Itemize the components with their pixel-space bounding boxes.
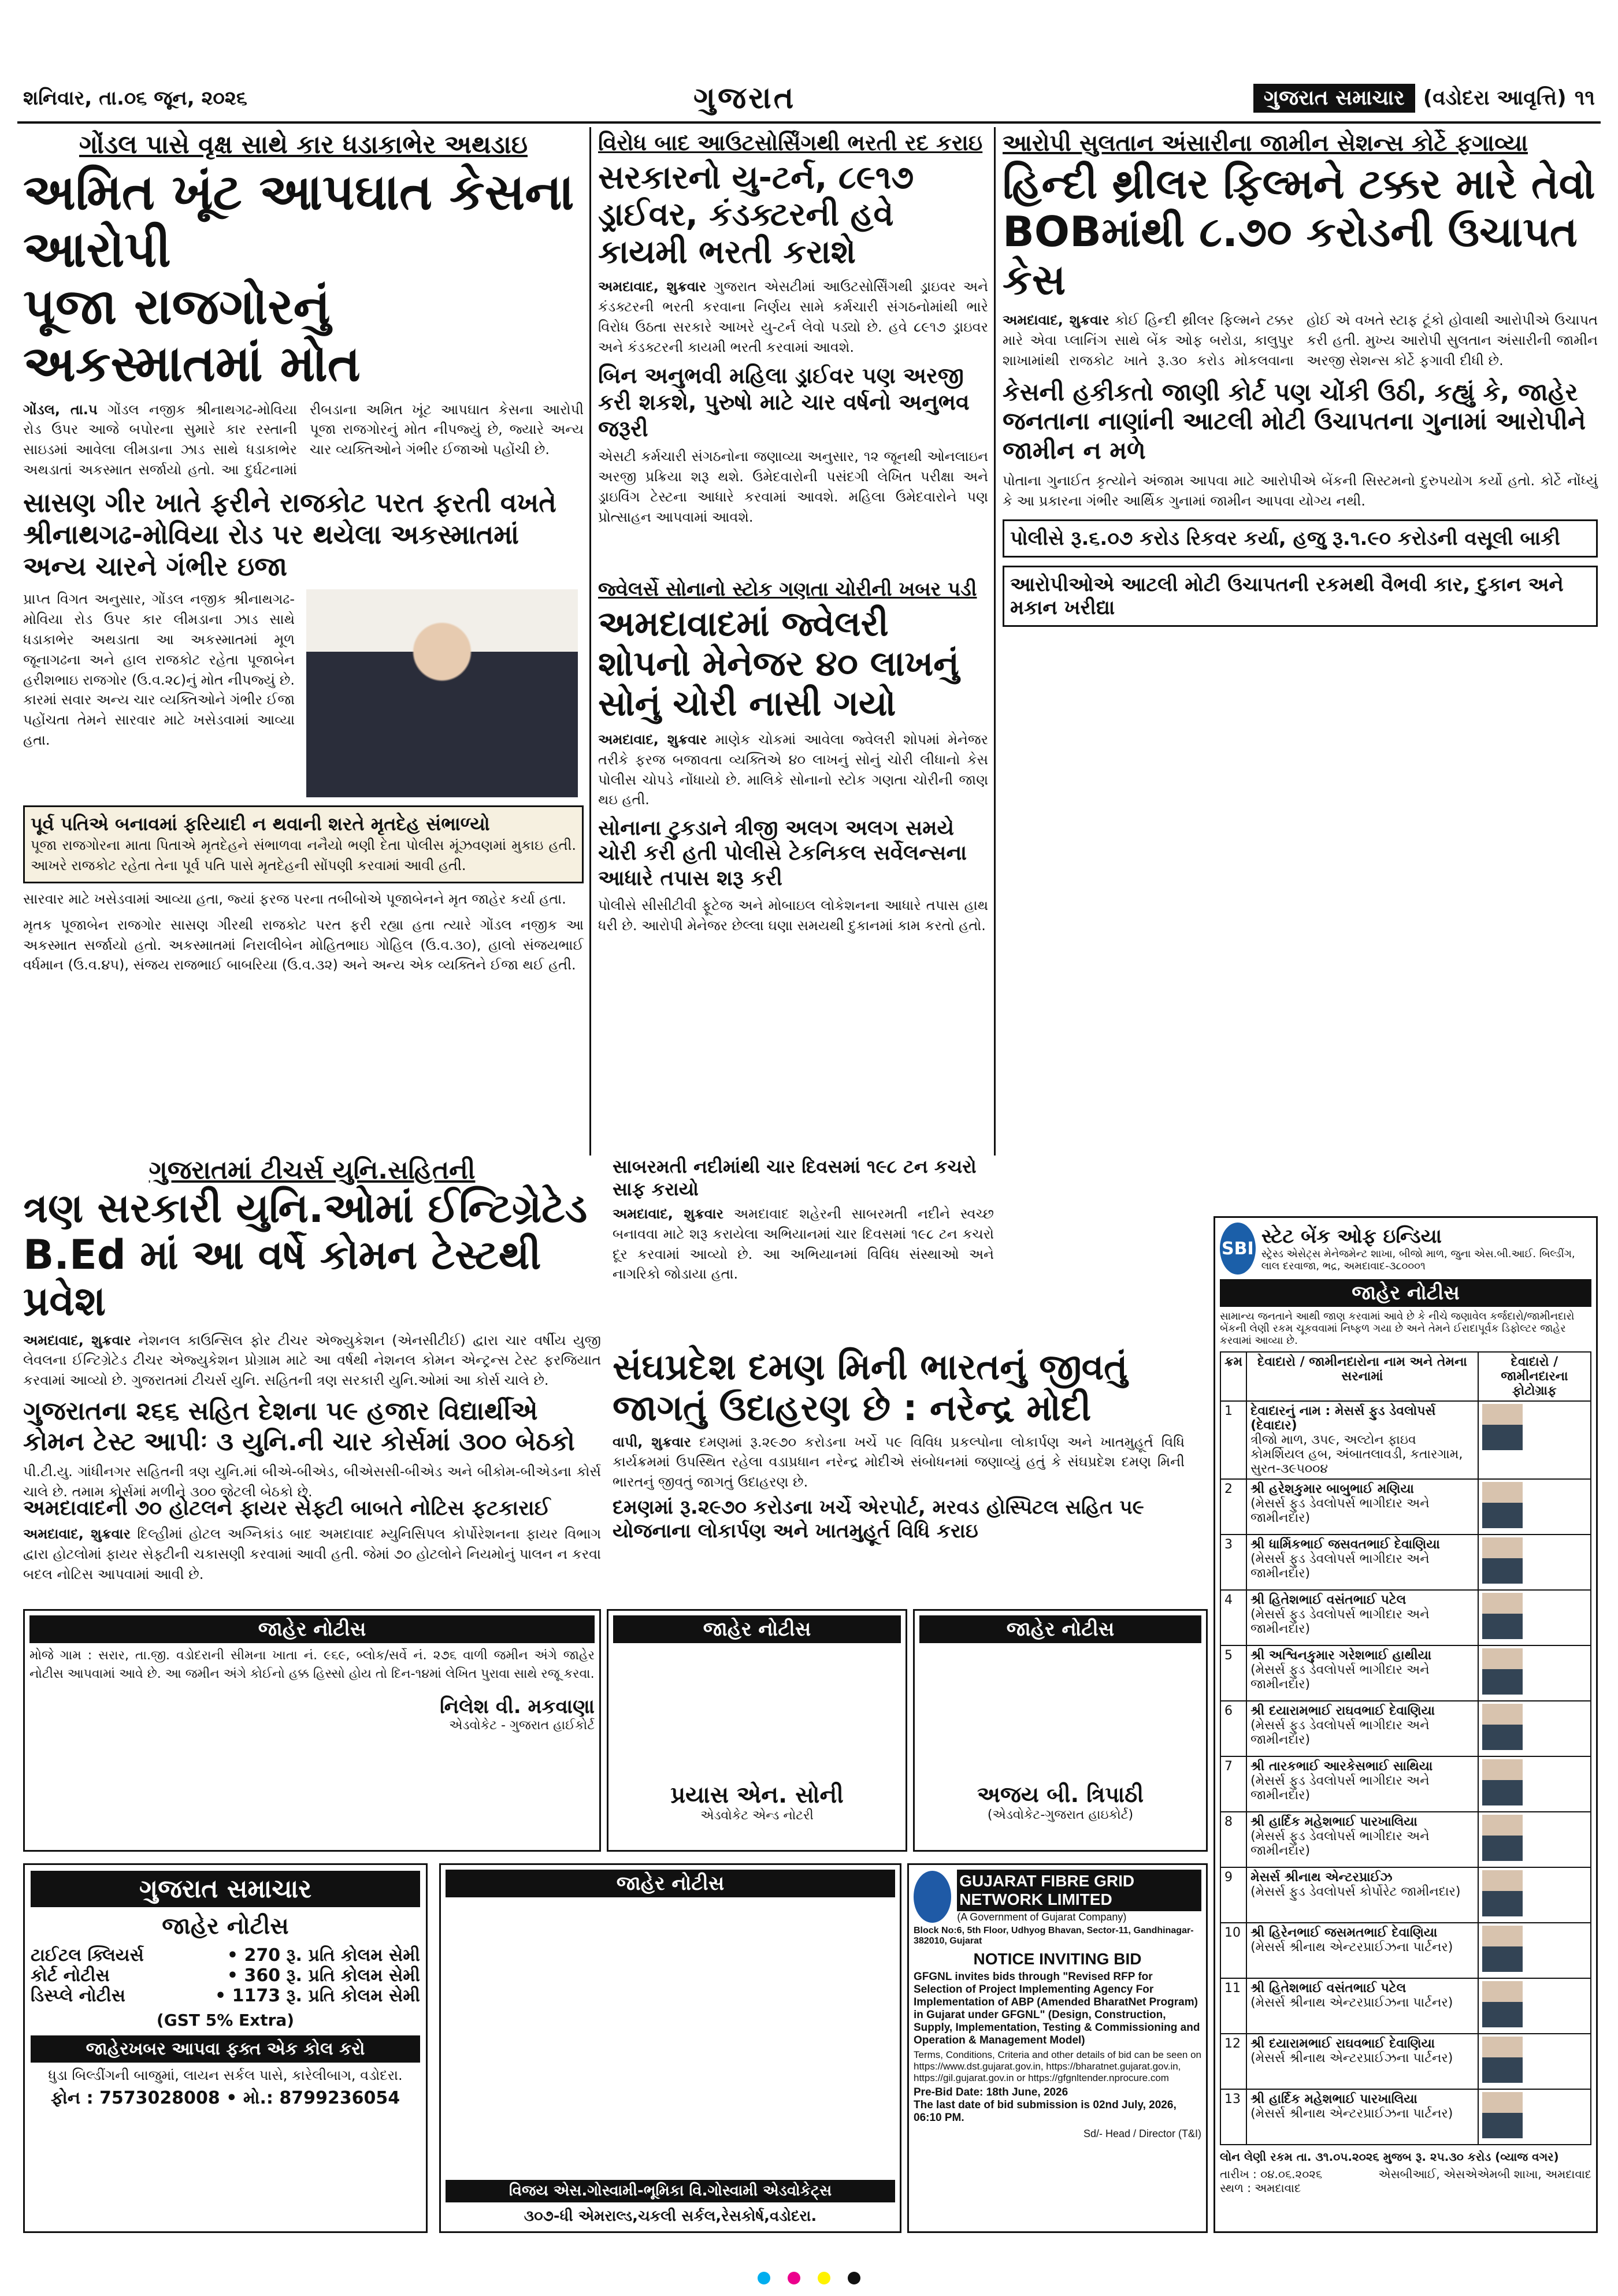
person-photo <box>1482 1404 1523 1450</box>
ad-title: જાહેર નોટીસ <box>919 1615 1201 1643</box>
story-headline: પૂજા રાજગોરનું અકસ્માતમાં મોત <box>23 277 361 393</box>
row-photo <box>1478 1535 1591 1590</box>
story-pooja-accident <box>23 130 584 1141</box>
rate-title: જાહેર નોટીસ <box>162 1913 289 1940</box>
story-fire-safety <box>23 1496 601 1600</box>
row-name: શ્રી હિતેશભાઈ વસંતભાઈ પટેલ <box>1250 1593 1407 1607</box>
person-photo <box>1482 1704 1523 1750</box>
column-header: દેવાદારો / જામીનદારના ફોટોગ્રાફ <box>1478 1352 1591 1401</box>
person-photo <box>1482 1926 1523 1972</box>
sbi-place: સ્થળ : અમદાવાદ <box>1220 2181 1301 2195</box>
row-detail <box>1246 1756 1478 1812</box>
story-headline: જાગતું ઉદાહરણ છે : નરેન્દ્ર મોદી <box>613 1387 1092 1429</box>
header-rule <box>17 121 1601 124</box>
person-photo <box>1482 1870 1523 1916</box>
story-bed-entrance <box>23 1156 601 1500</box>
table-row <box>1220 1401 1591 1479</box>
row-photo <box>1478 1645 1591 1701</box>
story-subhead: કેસની હકીકતો જાણી કોર્ટ પણ ચોંકી ઉઠી, કહ્યું કે, જાહેર જનતાના નાણાંની આટલી મોટી ઉચાપતના ગુનામાં આરોપીને જામીન ન મળે <box>1003 377 1586 465</box>
gfgnl-prebid: Pre-Bid Date: 18th June, 2026 <box>914 2086 1068 2098</box>
photo-pooja <box>306 589 578 797</box>
story-headline: ત્રણ સરકારી યુનિ.ઓમાં ઈન્ટિગ્રેટેડ <box>23 1184 588 1232</box>
body-text: પોતાના ગુનાઈત કૃત્યોને અંજામ આપવા માટે આરોપીએ બેંકની સિસ્ટમનો દુરુપયોગ કર્યો હતો. કોર્ટે નોંધ્યું કે આ પ્રકારના ગંભીર આર્થિક ગુનામાં જામીન આપવા યોગ્ય નથી. <box>1003 472 1598 509</box>
table-row <box>1220 1645 1591 1701</box>
column-header: દેવાદારો / જામીનદારોના નામ અને તેમના સરનામાં <box>1246 1352 1478 1401</box>
ad-title: જાહેર નોટીસ <box>29 1615 595 1643</box>
box-body: પૂજા રાજગોરના માતા પિતાએ મૃતદેહને સંભાળવા નનૈયો ભણી દેતા પોલીસ મૂંઝવણમાં મુકાઇ હતી. આખરે રાજકોટ રહેતા તેના પૂર્વ પતિ પાસે મૃતદેહની સોંપણી કરવામાં આવી હતી. <box>31 837 576 874</box>
story-headline: હિન્દી થ્રીલર ફિલ્મને ટક્કર મારે તેવો <box>1003 159 1595 208</box>
ad-role: એડવોકેટ - ગુજરાત હાઈકોર્ટ <box>449 1718 595 1733</box>
body-text: ગોંડલ નજીક શ્રીનાથગઢ-મોવિયા રોડ ઉપર આજે બપોરના સુમારે કાર રસ્તાની સાઇડમાં આવેલા લીમડાના ઝાડ સાથે ધડાકાભેર અથડાતાં અકસ્માત સર્જાયો હતો. આ દુર્ઘટનામાં રીબડાના અમિત ખૂંટ આપઘાત કેસના આરોપી પૂજા રાજગોરનું મોત નીપજ્યું છે, જ્યારે અન્ય ચાર વ્યક્તિઓને ગંભીર ઈજાઓ પહોંચી છે. <box>23 401 584 478</box>
story-daman-modi <box>613 1346 1185 1606</box>
story-body <box>23 1524 601 1584</box>
registration-dot-icon <box>758 2272 770 2284</box>
body-text: પી.ટી.યુ. ગાંધીનગર સહિતની ત્રણ યુનિ.માં બીએ-બીએડ, બીએસસી-બીએડ અને બીકોમ-બીએડના કોર્સ ચાલે છે. તમામ કોર્સમાં મળીને ૩૦૦ જેટલી બેઠકો છે. <box>23 1463 601 1500</box>
story-body <box>598 277 988 357</box>
story-body <box>613 1204 994 1284</box>
story-subhead: બિન અનુભવી મહિલા ડ્રાઈવર પણ અરજી કરી શકશે, પુરુષો માટે ચાર વર્ષનો અનુભવ જરૂરી <box>598 363 970 441</box>
row-name: શ્રી અશ્વિનકુમાર ગરેશભાઈ હાથીયા <box>1250 1648 1432 1663</box>
table-row <box>1220 1812 1591 1867</box>
photo-caption: સારવાર માટે ખસેડવામાં આવ્યા હતા, જ્યાં ફરજ પરના તબીબોએ પૂજાબેનને મૃત જાહેર કર્યા હતા. <box>23 890 566 907</box>
ad-rate-card <box>23 1863 428 2233</box>
table-row <box>1220 1590 1591 1645</box>
gfgnl-sub: (A Government of Gujarat Company) <box>957 1911 1127 1923</box>
gfgnl-last-date: The last date of bid submission is 02nd July, 2026, 06:10 PM. <box>914 2099 1177 2124</box>
body-text: મૃતક પૂજાબેન રાજગોર સાસણ ગીરથી રાજકોટ પરત ફરી રહ્યા હતા ત્યારે ગોંડલ નજીક આ અકસ્માત સર્જાયો હતો. અકસ્માતમાં નિરાલીબેન મોહિતભાઇ ગોહિલ (ઉ.વ.૩૦), હાલો સંજયભાઈ વર્ધમાન (ઉ.વ.૪૫), સંજય રાજભાઈ બાબરિયા (ઉ.વ.૩૨) અને અન્ય એક વ્યક્તિને ઈજા થઈ હતી. <box>23 916 584 974</box>
row-name: મેસર્સ શ્રીનાથ એન્ટરપ્રાઈઝ <box>1250 1870 1393 1885</box>
row-number: 1 <box>1220 1401 1246 1479</box>
body-text: ગુજરાત એસટીમાં આઉટસોર્સિંગથી ડ્રાઇવર અને કંડક્ટરની ભરતી કરવાના નિર્ણય સામે કર્મચારી સંગઠનોમાંથી ભારે વિરોધ ઉઠતા સરકારે આખરે યુ-ટર્ન લેવો પડ્યો છે. હવે ૮૯૧૭ ડ્રાઇવર અને કંડક્ટરની કાયમી ભરતી કરવામાં આવશે. <box>598 278 989 355</box>
table-row <box>1220 1479 1591 1535</box>
table-row <box>1220 1756 1591 1812</box>
row-name: શ્રી હિરેનભાઈ જસમતભાઈ દેવાણિયા <box>1250 1926 1438 1940</box>
rate-value: • 1173 રૂ. પ્રતિ કોલમ સેમી <box>215 1986 420 2006</box>
sbi-logo-icon: SBI <box>1220 1223 1256 1275</box>
story-headline: B.Ed માં આ વર્ષે કોમન ટેસ્ટથી પ્રવેશ <box>23 1231 541 1325</box>
table-row <box>1220 1535 1591 1590</box>
story-headline: અમિત ખૂંટ આપઘાત કેસના આરોપી <box>23 164 574 278</box>
person-photo <box>1482 1759 1523 1805</box>
body-text: નેશનલ કાઉન્સિલ ફોર ટીચર એજ્યુકેશન (એનસીટીઈ) દ્વારા ચાર વર્ષીય યુજી લેવલના ઈન્ટિગ્રેટેડ ટીચર એજ્યુકેશન પ્રોગ્રામ માટે આ વર્ષથી નેશનલ કોમન એન્ટ્રન્સ ટેસ્ટ ફરજિયાત કરવામાં આવ્યો છે. ગુજરાતમાં ટીચર્સ યુનિ. સહિતની ત્રણ સરકારી યુનિ.ઓમાં આ કોર્સ ચાલે છે. <box>23 1332 601 1389</box>
row-number: 7 <box>1220 1756 1246 1812</box>
gfgnl-name: GUJARAT FIBRE GRID NETWORK LIMITED <box>957 1870 1201 1911</box>
row-photo <box>1478 1867 1591 1923</box>
row-address: (મેસર્સ ફુડ ડેવલોપર્સ ભાગીદાર અને જામીનદાર) <box>1250 1663 1430 1692</box>
rate-phone: ફોન : 7573028008 • મો.: 8799236054 <box>50 2088 400 2108</box>
body-text: દમણમાં રૂ.૨૯૭૦ કરોડના ખર્ચે ૫૯ વિવિધ પ્રકલ્પોના લોકાર્પણ અને ખાતમુહૂર્ત વિધિ કાર્યક્રમમાં ઉપસ્થિત રહેલા વડાપ્રધાન નરેન્દ્ર મોદીએ સંબોધનમાં જણાવ્યું હતું કે સંઘપ્રદેશ દમણ મિની ભારતનું જીવતું જાગતું ઉદાહરણ છે. <box>613 1433 1185 1491</box>
header-masthead <box>1253 84 1595 113</box>
row-photo <box>1478 1978 1591 2034</box>
story-headline: BOBમાંથી ૮.૭૦ કરોડની ઉચાપત કેસ <box>1003 207 1578 304</box>
story-subhead: ગુજરાતના ૨૬૬ સહિત દેશના ૫૯ હજાર વિદ્યાર્થીએ કોમન ટેસ્ટ આપીઃ ૩ યુનિ.ની ચાર કોર્સમાં ૩૦૦ બેઠકો <box>23 1396 575 1457</box>
edition: (વડોદરા આવૃત્તિ) <box>1423 86 1567 110</box>
story-jewellery-theft <box>598 578 988 959</box>
sbi-sub: સ્ટ્રેસ્ડ એસેટ્સ મેનેજમેન્ટ શાખા, બીજો માળ, જુના એસ.બી.આઈ. બિલ્ડીંગ, લાલ દરવાજા, ભદ્ર, અમદાવાદ-૩૮૦૦૦૧ <box>1261 1248 1575 1272</box>
ad-signature: અજય બી. ત્રિપાઠી <box>977 1782 1144 1807</box>
row-number: 12 <box>1220 2034 1246 2089</box>
row-number: 10 <box>1220 1923 1246 1978</box>
table-row <box>1220 1923 1591 1978</box>
row-name: શ્રી ધાર્મિકભાઈ જસવતભાઈ દેવાણિયા <box>1250 1537 1440 1552</box>
sbi-sign: એસબીઆઈ, એસએએમબી શાખા, અમદાવાદ <box>1378 2167 1591 2181</box>
story-body <box>1003 310 1598 370</box>
row-detail <box>1246 1923 1478 1978</box>
row-address: (મેસર્સ ફુડ ડેવલોપર્સ ભાગીદાર અને જામીનદાર) <box>1250 1718 1430 1747</box>
row-address: (મેસર્સ શ્રીનાથ એન્ટરપ્રાઈઝના પાર્ટનર) <box>1250 1940 1453 1955</box>
header-section: ગુજરાત <box>693 81 796 116</box>
story-body <box>23 400 584 480</box>
row-photo <box>1478 1812 1591 1867</box>
row-address: (મેસર્સ ફુડ ડેવલોપર્સ ભાગીદાર અને જામીનદાર) <box>1250 1496 1430 1525</box>
ad-title: જાહેર નોટીસ <box>613 1615 901 1643</box>
divider <box>589 127 591 1156</box>
row-number: 9 <box>1220 1867 1246 1923</box>
dateline: અમદાવાદ, શુક્રવાર <box>23 1332 131 1348</box>
page-number: ૧૧ <box>1574 86 1595 110</box>
sbi-footer: લોન લેણી રકમ તા. ૩૧.૦૫.૨૦૨૬ મુજબ રૂ. ૨૫.૩૦ કરોડ (વ્યાજ વગર) <box>1220 2150 1559 2164</box>
highlight-box <box>1003 566 1598 627</box>
row-address: (મેસર્સ ફુડ ડેવલોપર્સ ભાગીદાર અને જામીનદાર) <box>1250 1829 1430 1858</box>
rate-row <box>31 1966 420 1986</box>
ad-role: (એડવોકેટ-ગુજરાત હાઇકોર્ટ) <box>987 1808 1134 1822</box>
dateline: અમદાવાદ, શુક્રવાર <box>1003 312 1109 329</box>
ad-signature: નિલેશ વી. મકવાણા <box>440 1695 595 1718</box>
ad-signature: વિજય એસ.ગોસ્વામી-ભૂમિકા વિ.ગોસ્વામી એડવોકેટ્સ <box>446 2180 895 2202</box>
person-photo <box>1482 1815 1523 1861</box>
dateline: અમદાવાદ, શુક્રવાર <box>598 731 707 748</box>
row-name: દેવાદારનું નામ : મેસર્સ ફુડ ડેવલોપર્સ (દેવાદાર) <box>1250 1404 1436 1433</box>
registration-marks <box>0 2272 1618 2284</box>
row-photo <box>1478 2034 1591 2089</box>
table-row <box>1220 1867 1591 1923</box>
story-kicker: વિરોધ બાદ આઉટસોર્સિંગથી ભરતી રદ કરાઇ <box>598 130 983 155</box>
story-kicker: અમદાવાદની ૭૦ હોટલને ફાયર સેફ્ટી બાબતે નોટિસ ફટકારાઈ <box>23 1496 551 1520</box>
row-photo <box>1478 1401 1591 1479</box>
story-headline: સંઘપ્રદેશ દમણ મિની ભારતનું જીવતું <box>613 1346 1128 1388</box>
row-address: (મેસર્સ ફુડ ડેવલોપર્સ ભાગીદાર અને જામીનદાર) <box>1250 1607 1430 1636</box>
ad-address: ૩૦૭-ધી એમરાલ્ડ,ચકલી સર્કલ,રેસકોર્ષ,વડોદરા. <box>524 2208 817 2225</box>
story-headline: સરકારનો યુ-ટર્ન, ૮૯૧૭ ડ્રાઈવર, કંડક્ટરની હવે કાયમી ભરતી કરાશે <box>598 159 914 271</box>
box-title: પૂર્વ પતિએ બનાવમાં ફરિયાદી ન થવાની શરતે મૃતદેહ સંભાળ્યો <box>31 813 490 835</box>
header-date: શનિવાર, તા.૦૬ જૂન, ૨૦૨૬ <box>23 87 247 110</box>
row-photo <box>1478 1923 1591 1978</box>
rate-label: ટાઈટલ ક્લિયર્સ <box>31 1945 144 1966</box>
table-row <box>1220 2089 1591 2145</box>
story-st-recruitment <box>598 130 988 575</box>
row-address: (મેસર્સ શ્રીનાથ એન્ટરપ્રાઈઝના પાર્ટનર) <box>1250 2051 1453 2065</box>
story-body <box>23 1331 601 1391</box>
row-detail <box>1246 1590 1478 1645</box>
divider <box>994 127 996 1156</box>
row-name: શ્રી હાર્દિક મહેશભાઈ પારખાલિયા <box>1250 2092 1417 2106</box>
body-text: પોલીસે સીસીટીવી ફૂટેજ અને મોબાઇલ લોકેશનના આધારે તપાસ હાથ ધરી છે. આરોપી મેનેજર છેલ્લા ઘણા સમયથી દુકાનમાં કામ કરતો હતો. <box>598 897 988 934</box>
person-photo <box>1482 1537 1523 1584</box>
ad-notice-1 <box>23 1609 601 1852</box>
story-subhead: દમણમાં રૂ.૨૯૭૦ કરોડના ખર્ચે એરપોર્ટ, મરવડ હોસ્પિટલ સહિત ૫૯ યોજનાના લોકાર્પણ અને ખાતમુહૂર્ત વિધિ કરાઇ <box>613 1495 1144 1543</box>
row-name: શ્રી હાર્દિક મહેશભાઈ પારખાલિયા <box>1250 1815 1417 1829</box>
row-name: શ્રી દયારામભાઈ રાઘવભાઈ દેવાણિયા <box>1250 2037 1435 2051</box>
rate-value: • 360 રૂ. પ્રતિ કોલમ સેમી <box>227 1966 420 1986</box>
registration-dot-icon <box>788 2272 800 2284</box>
row-detail <box>1246 1701 1478 1756</box>
sbi-date: તારીખ : ૦૪.૦૬.૨૦૨૬ <box>1220 2167 1323 2181</box>
gfgnl-sign: Sd/- Head / Director (T&I) <box>1083 2128 1201 2139</box>
row-number: 13 <box>1220 2089 1246 2145</box>
row-name: શ્રી દયારામભાઈ રાઘવભાઈ દેવાણિયા <box>1250 1704 1435 1718</box>
story-body <box>613 1432 1185 1492</box>
row-detail <box>1246 1535 1478 1590</box>
person-photo <box>1482 2092 1523 2138</box>
row-address: (મેસર્સ શ્રીનાથ એન્ટરપ્રાઈઝના પાર્ટનર) <box>1250 1996 1453 2010</box>
row-photo <box>1478 1756 1591 1812</box>
gfgnl-address: Block No:6, 5th Floor, Udhyog Bhavan, Sector-11, Gandhinagar-382010, Gujarat <box>914 1926 1194 1946</box>
person-photo <box>1482 1648 1523 1695</box>
row-address: (મેસર્સ ફુડ ડેવલોપર્સ ભાગીદાર અને જામીનદાર) <box>1250 1774 1430 1803</box>
row-photo <box>1478 1479 1591 1535</box>
registration-dot-icon <box>818 2272 830 2284</box>
row-number: 11 <box>1220 1978 1246 2034</box>
sbi-name: સ્ટેટ બેંક ઓફ ઇન્ડિયા <box>1261 1225 1442 1248</box>
table-row <box>1220 1978 1591 2034</box>
paper-logo: ગુજરાત સમાચાર <box>1253 84 1415 113</box>
row-number: 3 <box>1220 1535 1246 1590</box>
row-photo <box>1478 1701 1591 1756</box>
story-body <box>598 730 988 810</box>
person-photo <box>1482 1593 1523 1639</box>
rate-gst: (GST 5% Extra) <box>156 2011 295 2030</box>
registration-dot-icon <box>848 2272 860 2284</box>
box-title: આરોપીઓએ આટલી મોટી ઉચાપતની રકમથી વૈભવી કાર, દુકાન અને મકાન ખરીદ્યા <box>1010 573 1564 619</box>
sidebar-box <box>23 805 584 883</box>
row-detail <box>1246 1645 1478 1701</box>
gfgnl-title: NOTICE INVITING BID <box>973 1950 1142 1968</box>
rate-value: • 270 રૂ. પ્રતિ કોલમ સેમી <box>227 1945 420 1966</box>
story-subhead: સોનાના ટુકડાને ત્રીજી અલગ અલગ સમયે ચોરી કરી હતી પોલીસે ટેકનિકલ સર્વેલન્સના આધારે તપાસ શરૂ કરી <box>598 816 967 890</box>
row-detail <box>1246 2089 1478 2145</box>
row-detail <box>1246 1479 1478 1535</box>
story-kicker: ગુજરાતમાં ટીચર્સ યુનિ.સહિતની <box>149 1156 476 1185</box>
row-address: ત્રીજો માળ, ૩૫૯, અલ્ટોન ફાઇવ કોમર્શિયલ હબ, અંબાતલાવડી, કતારગામ, સુરત-૩૯૫૦૦૪ <box>1250 1433 1463 1476</box>
ad-notice-4 <box>439 1863 901 2233</box>
sbi-body: સામાન્ય જનતાને આથી જાણ કરવામાં આવે છે કે નીચે જણાવેલ કર્જદારો/જામીનદારો બેંકની લેણી રકમ ચૂકવવામાં નિષ્ફળ ગયા છે અને તેમને ઈરાદાપૂર્વક ડિફોલ્ટર જાહેર કરવામાં આવ્યા છે. <box>1220 1310 1575 1347</box>
body-text: દિલ્હીમાં હોટલ અગ્નિકાંડ બાદ અમદાવાદ મ્યુનિસિપલ કોર્પોરેશનના ફાયર વિભાગ દ્વારા હોટલોમાં ફાયર સેફ્ટીની ચકાસણી કરવામાં આવી હતી. જેમાં ૭૦ હોટલોને નિયમોનું પાલન ન કરવા બદલ નોટિસ આપવામાં આવી છે. <box>23 1526 601 1582</box>
row-number: 4 <box>1220 1590 1246 1645</box>
row-number: 5 <box>1220 1645 1246 1701</box>
story-bob-fraud <box>1003 130 1598 985</box>
row-address: (મેસર્સ શ્રીનાથ એન્ટરપ્રાઈઝના પાર્ટનર) <box>1250 2106 1453 2121</box>
ad-role: એડવોકેટ એન્ડ નોટરી <box>700 1808 814 1823</box>
ad-sbi-notice <box>1214 1216 1598 2233</box>
person-photo <box>1482 1981 1523 2027</box>
dateline: અમદાવાદ, શુક્રવાર <box>598 278 707 295</box>
ad-signature: પ્રયાસ એન. સોની <box>670 1782 844 1808</box>
body-text: પ્રાપ્ત વિગત અનુસાર, ગોંડલ નજીક શ્રીનાથગઢ-મોવિયા રોડ ઉપર કાર લીમડાના ઝાડ સાથે ધડાકાભેર અથડાતા આ અકસ્માતમાં મૂળ જૂનાગઢના અને હાલ રાજકોટ રહેતા પૂજાબેન હરીશભાઇ રાજગોર (ઉ.વ.૨૮)નું મોત નીપજ્યું છે. કારમાં સવાર અન્ય ચાર વ્યક્તિઓને ગંભીર ઈજા પહોંચતા તેમને સારવાર માટે ખસેડવામાં આવ્યા હતા. <box>23 591 295 748</box>
person-photo <box>1482 2037 1523 2083</box>
ad-notice-3 <box>913 1609 1208 1852</box>
row-detail <box>1246 1401 1478 1479</box>
sbi-table <box>1220 1351 1591 2145</box>
ad-notice-2 <box>607 1609 907 1852</box>
gfgnl-logo-icon <box>914 1871 951 1923</box>
table-row <box>1220 2034 1591 2089</box>
rate-paper: ગુજરાત સમાચાર <box>31 1871 420 1907</box>
body-text: માણેક ચોકમાં આવેલા જ્વેલરી શોપમાં મેનેજર તરીકે ફરજ બજાવતા વ્યક્તિએ ૪૦ લાખનું સોનું ચોરી લીધાનો કેસ પોલીસ ચોપડે નોંધાયો છે. માલિકે સોનાનો સ્ટોક ગણતા ચોરીની જાણ થઇ હતી. <box>598 731 988 808</box>
story-subhead: સાસણ ગીર ખાતે ફરીને રાજકોટ પરત ફરતી વખતે શ્રીનાથગઢ-મોવિયા રોડ પર થયેલા અકસ્માતમાં અન્ય ચારને ગંભીર ઇજા <box>23 486 556 582</box>
dateline: અમદાવાદ, શુક્રવાર <box>613 1206 724 1222</box>
story-kicker: સાબરમતી નદીમાંથી ચાર દિવસમાં ૧૯૮ ટન કચરો સાફ કરાયો <box>613 1156 977 1200</box>
row-address: (મેસર્સ ફુડ ડેવલોપર્સ ભાગીદાર અને જામીનદાર) <box>1250 1552 1430 1581</box>
row-name: શ્રી હિતેશભાઈ વસંતભાઈ પટેલ <box>1250 1981 1407 1996</box>
rate-row <box>31 1945 420 1966</box>
rate-row <box>31 1986 420 2006</box>
story-kicker: જ્વેલર્સે સોનાનો સ્ટોક ગણતા ચોરીની ખબર પડી <box>598 578 977 601</box>
table-row <box>1220 1701 1591 1756</box>
gfgnl-terms: Terms, Conditions, Criteria and other details of bid can be seen on https://www.dst.gujarat.gov.in, https://bharatnet.gujarat.gov.in, https://gil.gujarat.gov.in or https://gfgnltender.nprocure.com <box>914 2049 1201 2083</box>
row-photo <box>1478 2089 1591 2145</box>
row-number: 2 <box>1220 1479 1246 1535</box>
dateline: અમદાવાદ, શુક્રવાર <box>23 1526 131 1542</box>
row-address: (મેસર્સ ફુડ ડેવલોપર્સ કોર્પોરેટ જામીનદાર) <box>1250 1885 1461 1899</box>
row-detail <box>1246 1812 1478 1867</box>
row-detail <box>1246 1867 1478 1923</box>
story-headline: અમદાવાદમાં જ્વેલરી શોપનો મેનેજર ૪૦ લાખનું સોનું ચોરી નાસી ગયો <box>598 604 959 724</box>
gfgnl-body: GFGNL invites bids through "Revised RFP for Selection of Project Implementing Agency For Implementation of ABP (Amended BharatNet Program) in Gujarat under GFGNL" (Design, Construction, Supply, Implementation, Testing & Commissioning and Operation & Management Model) <box>914 1971 1200 2046</box>
row-photo <box>1478 1590 1591 1645</box>
row-detail <box>1246 1978 1478 2034</box>
box-title: પોલીસે રૂ.૬.૦૭ કરોડ રિકવર કર્યા, હજુ રૂ.૧.૯૦ કરોડની વસૂલી બાકી <box>1010 526 1560 550</box>
body-text: એસટી કર્મચારી સંગઠનોના જણાવ્યા અનુસાર, ૧૨ જૂનથી ઓનલાઇન અરજી પ્રક્રિયા શરૂ થશે. ઉમેદવારોની પસંદગી લેખિત પરીક્ષા અને ડ્રાઇવિંગ ટેસ્ટના આધારે કરવામાં આવશે. મહિલા ઉમેદવારોને પણ પ્રોત્સાહન આપવામાં આવશે. <box>598 448 988 525</box>
ad-gfgnl-tender <box>907 1863 1208 2233</box>
row-number: 6 <box>1220 1701 1246 1756</box>
rate-list <box>31 1945 420 2006</box>
story-kicker: ગોંડલ પાસે વૃક્ષ સાથે કાર ધડાકાભેર અથડાઇ <box>79 130 528 159</box>
story-sabarmati <box>613 1156 994 1346</box>
dateline: ગોંડલ, તા.૫ <box>23 401 98 418</box>
story-kicker: આરોપી સુલતાન અંસારીના જામીન સેશન્સ કોર્ટે ફગાવ્યા <box>1003 130 1528 157</box>
body-text: અમદાવાદ શહેરની સાબરમતી નદીને સ્વચ્છ બનાવવા માટે શરૂ કરાયેલા અભિયાનમાં ચાર દિવસમાં ૧૯૮ ટન કચરો દૂર કરવામાં આવ્યો છે. આ અભિયાનમાં વિવિધ સંસ્થાઓ અને નાગરિકો જોડાયા હતા. <box>613 1206 994 1283</box>
row-detail <box>1246 2034 1478 2089</box>
row-name: શ્રી હરેશકુમાર બાબુભાઈ મણિયા <box>1250 1482 1414 1496</box>
rate-address: ધુડા બિલ્ડીંગની બાજુમાં, લાયન સર્કલ પાસે, કારેલીબાગ, વડોદરા. <box>48 2067 403 2083</box>
rate-label: કોર્ટ નોટીસ <box>31 1966 110 1986</box>
row-name: શ્રી તારકભાઈ આરકેસભાઈ સાથિયા <box>1250 1759 1433 1774</box>
body-text: કોઈ હિન્દી થ્રીલર ફિલ્મને ટક્કર મારે એવા પ્લાનિંગ સાથે બેંક ઓફ બરોડા, કાલુપુર શાખામાંથી રાજકોટ ખાતે રૂ.૩૦ કરોડ મોકલવાના હોઈ એ વખતે સ્ટાફ ટૂંકો હોવાથી આરોપીએ ઉચાપત કરી હતી. મુખ્ય આરોપી સુલતાન અંસારીની જામીન અરજી સેશન્સ કોર્ટે ફગાવી દીધી છે. <box>1003 312 1598 369</box>
rate-contact: જાહેરખબર આપવા ફક્ત એક કોલ કરો <box>31 2035 420 2063</box>
dateline: વાપી, શુક્રવાર <box>613 1433 691 1450</box>
sbi-title: જાહેર નોટીસ <box>1220 1279 1591 1307</box>
rate-label: ડિસ્પ્લે નોટીસ <box>31 1986 125 2006</box>
row-number: 8 <box>1220 1812 1246 1867</box>
ad-title: જાહેર નોટીસ <box>446 1870 895 1897</box>
column-header: ક્રમ <box>1220 1352 1246 1401</box>
ad-body: મોજે ગામ : સરાર, તા.જી. વડોદરાની સીમના ખાતા નં. ૯૬૯, બ્લોક/સર્વે નં. ૨૭૬ વાળી જમીન અંગે જાહેર નોટીસ આપવામાં આવે છે. આ જમીન અંગે કોઈનો હક્ક હિસ્સો હોય તો દિન-૧૪માં લેખિત પુરાવા સાથે રજૂ કરવા. <box>29 1648 595 1681</box>
person-photo <box>1482 1482 1523 1528</box>
highlight-box <box>1003 519 1598 558</box>
table-header <box>1220 1352 1591 1401</box>
